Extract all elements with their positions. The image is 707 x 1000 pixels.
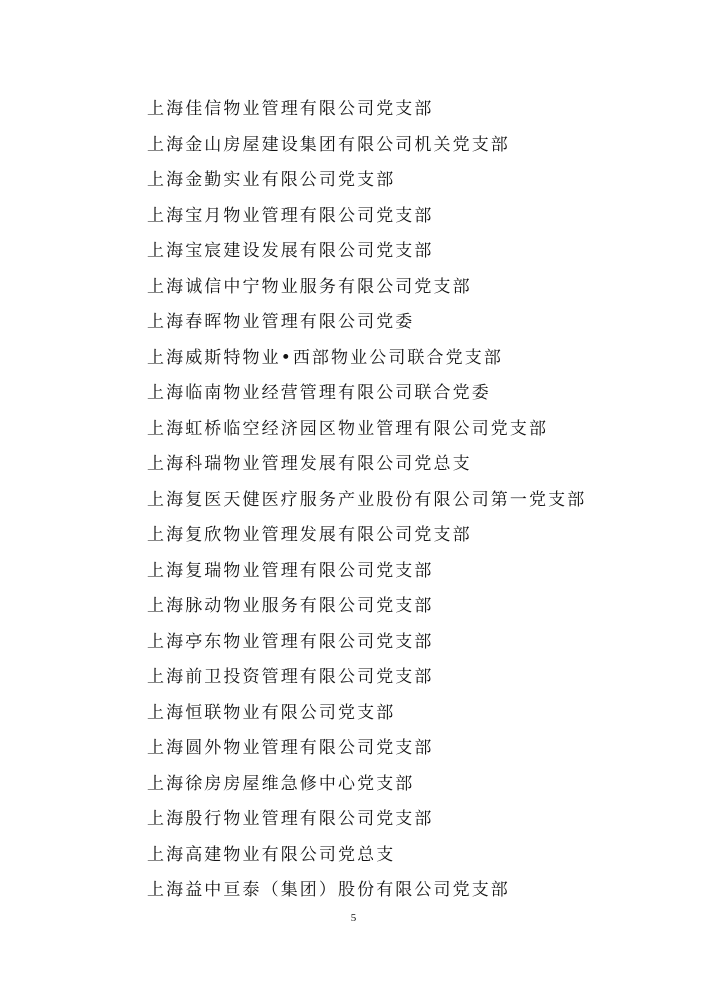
organization-item: 上海金勤实业有限公司党支部 bbox=[147, 170, 396, 190]
organization-item: 上海复瑞物业管理有限公司党支部 bbox=[147, 560, 434, 581]
page-number: 5 bbox=[350, 912, 357, 924]
organization-item: 上海科瑞物业管理发展有限公司党总支 bbox=[147, 454, 472, 474]
organization-item: 上海春晖物业管理有限公司党委 bbox=[147, 312, 415, 332]
organization-item: 上海亭东物业管理有限公司党支部 bbox=[147, 631, 434, 652]
organization-item: 上海徐房房屋维急修中心党支部 bbox=[147, 773, 415, 794]
organization-item: 上海殷行物业管理有限公司党支部 bbox=[147, 809, 434, 829]
organization-item: 上海前卫投资管理有限公司党支部 bbox=[147, 667, 434, 687]
organization-item: 上海脉动物业服务有限公司党支部 bbox=[147, 596, 434, 616]
organization-item: 上海佳信物业管理有限公司党支部 bbox=[147, 99, 434, 119]
organization-item: 上海益中亘泰（集团）股份有限公司党支部 bbox=[147, 880, 510, 900]
organization-item: 上海高建物业有限公司党总支 bbox=[147, 844, 396, 865]
organization-item: 上海复欣物业管理发展有限公司党支部 bbox=[147, 525, 472, 545]
organization-item: 上海金山房屋建设集团有限公司机关党支部 bbox=[147, 134, 510, 155]
organization-item: 上海威斯特物业•西部物业公司联合党支部 bbox=[147, 347, 503, 368]
organization-item: 上海圆外物业管理有限公司党支部 bbox=[147, 738, 434, 758]
organization-item: 上海恒联物业有限公司党支部 bbox=[147, 702, 396, 723]
organization-item: 上海宝宸建设发展有限公司党支部 bbox=[147, 241, 434, 261]
organization-list bbox=[147, 92, 586, 909]
organization-item: 上海复医天健医疗服务产业股份有限公司第一党支部 bbox=[147, 489, 587, 510]
organization-item: 上海虹桥临空经济园区物业管理有限公司党支部 bbox=[147, 418, 549, 439]
organization-item: 上海宝月物业管理有限公司党支部 bbox=[147, 205, 434, 226]
organization-item: 上海临南物业经营管理有限公司联合党委 bbox=[147, 383, 491, 403]
organization-item: 上海诚信中宁物业服务有限公司党支部 bbox=[147, 276, 472, 297]
